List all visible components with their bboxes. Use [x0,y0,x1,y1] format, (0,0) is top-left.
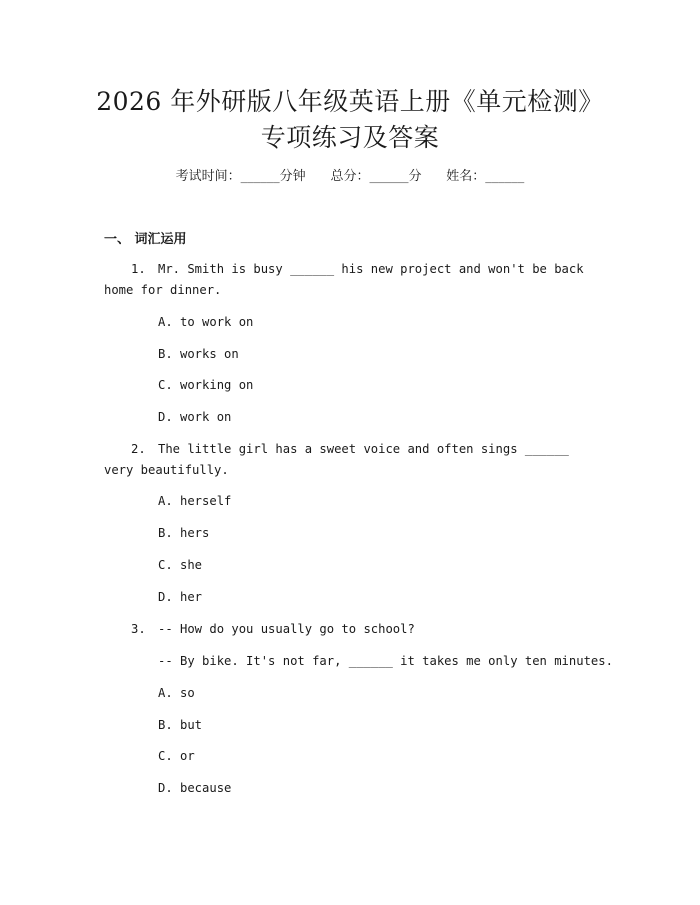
option-3a[interactable]: A. so [158,686,195,700]
section-heading: 一、 词汇运用 [104,232,187,247]
exam-info [0,167,700,187]
page-title-line-2: 专项练习及答案 [260,123,440,152]
question-1 [104,259,596,301]
option-3c[interactable]: C. or [158,749,195,763]
option-1b[interactable]: B. works on [158,347,239,361]
option-2c[interactable]: C. she [158,558,203,572]
option-3d[interactable]: D. because [158,781,232,795]
question-stem: -- How do you usually go to school? [158,622,415,636]
question-2 [104,439,596,481]
student-name: 姓名：______ [446,169,525,184]
exam-time: 考试时间：______分钟 [175,169,306,184]
option-2b[interactable]: B. hers [158,526,210,540]
option-1c[interactable]: C. working on [158,378,254,392]
question-3-reply: -- By bike. It's not far, ______ it takes me only ten minutes. [158,654,613,668]
option-2d[interactable]: D. her [158,590,203,604]
option-1d[interactable]: D. work on [158,410,232,424]
option-1a[interactable]: A. to work on [158,315,254,329]
question-stem: Mr. Smith is busy ______ his new project and won't be back home for dinner. [104,262,591,297]
option-2a[interactable]: A. herself [158,494,232,508]
page-title-line-1: 2026 年外研版八年级英语上册《单元检测》 [96,87,604,116]
option-3b[interactable]: B. but [158,718,203,732]
question-stem: The little girl has a sweet voice and often sings ______ very beautifully. [104,442,577,477]
question-number: 1. [131,262,146,276]
question-number: 3. [131,622,146,636]
question-number: 2. [131,442,146,456]
question-3 [104,619,596,640]
total-score: 总分：______分 [330,169,422,184]
